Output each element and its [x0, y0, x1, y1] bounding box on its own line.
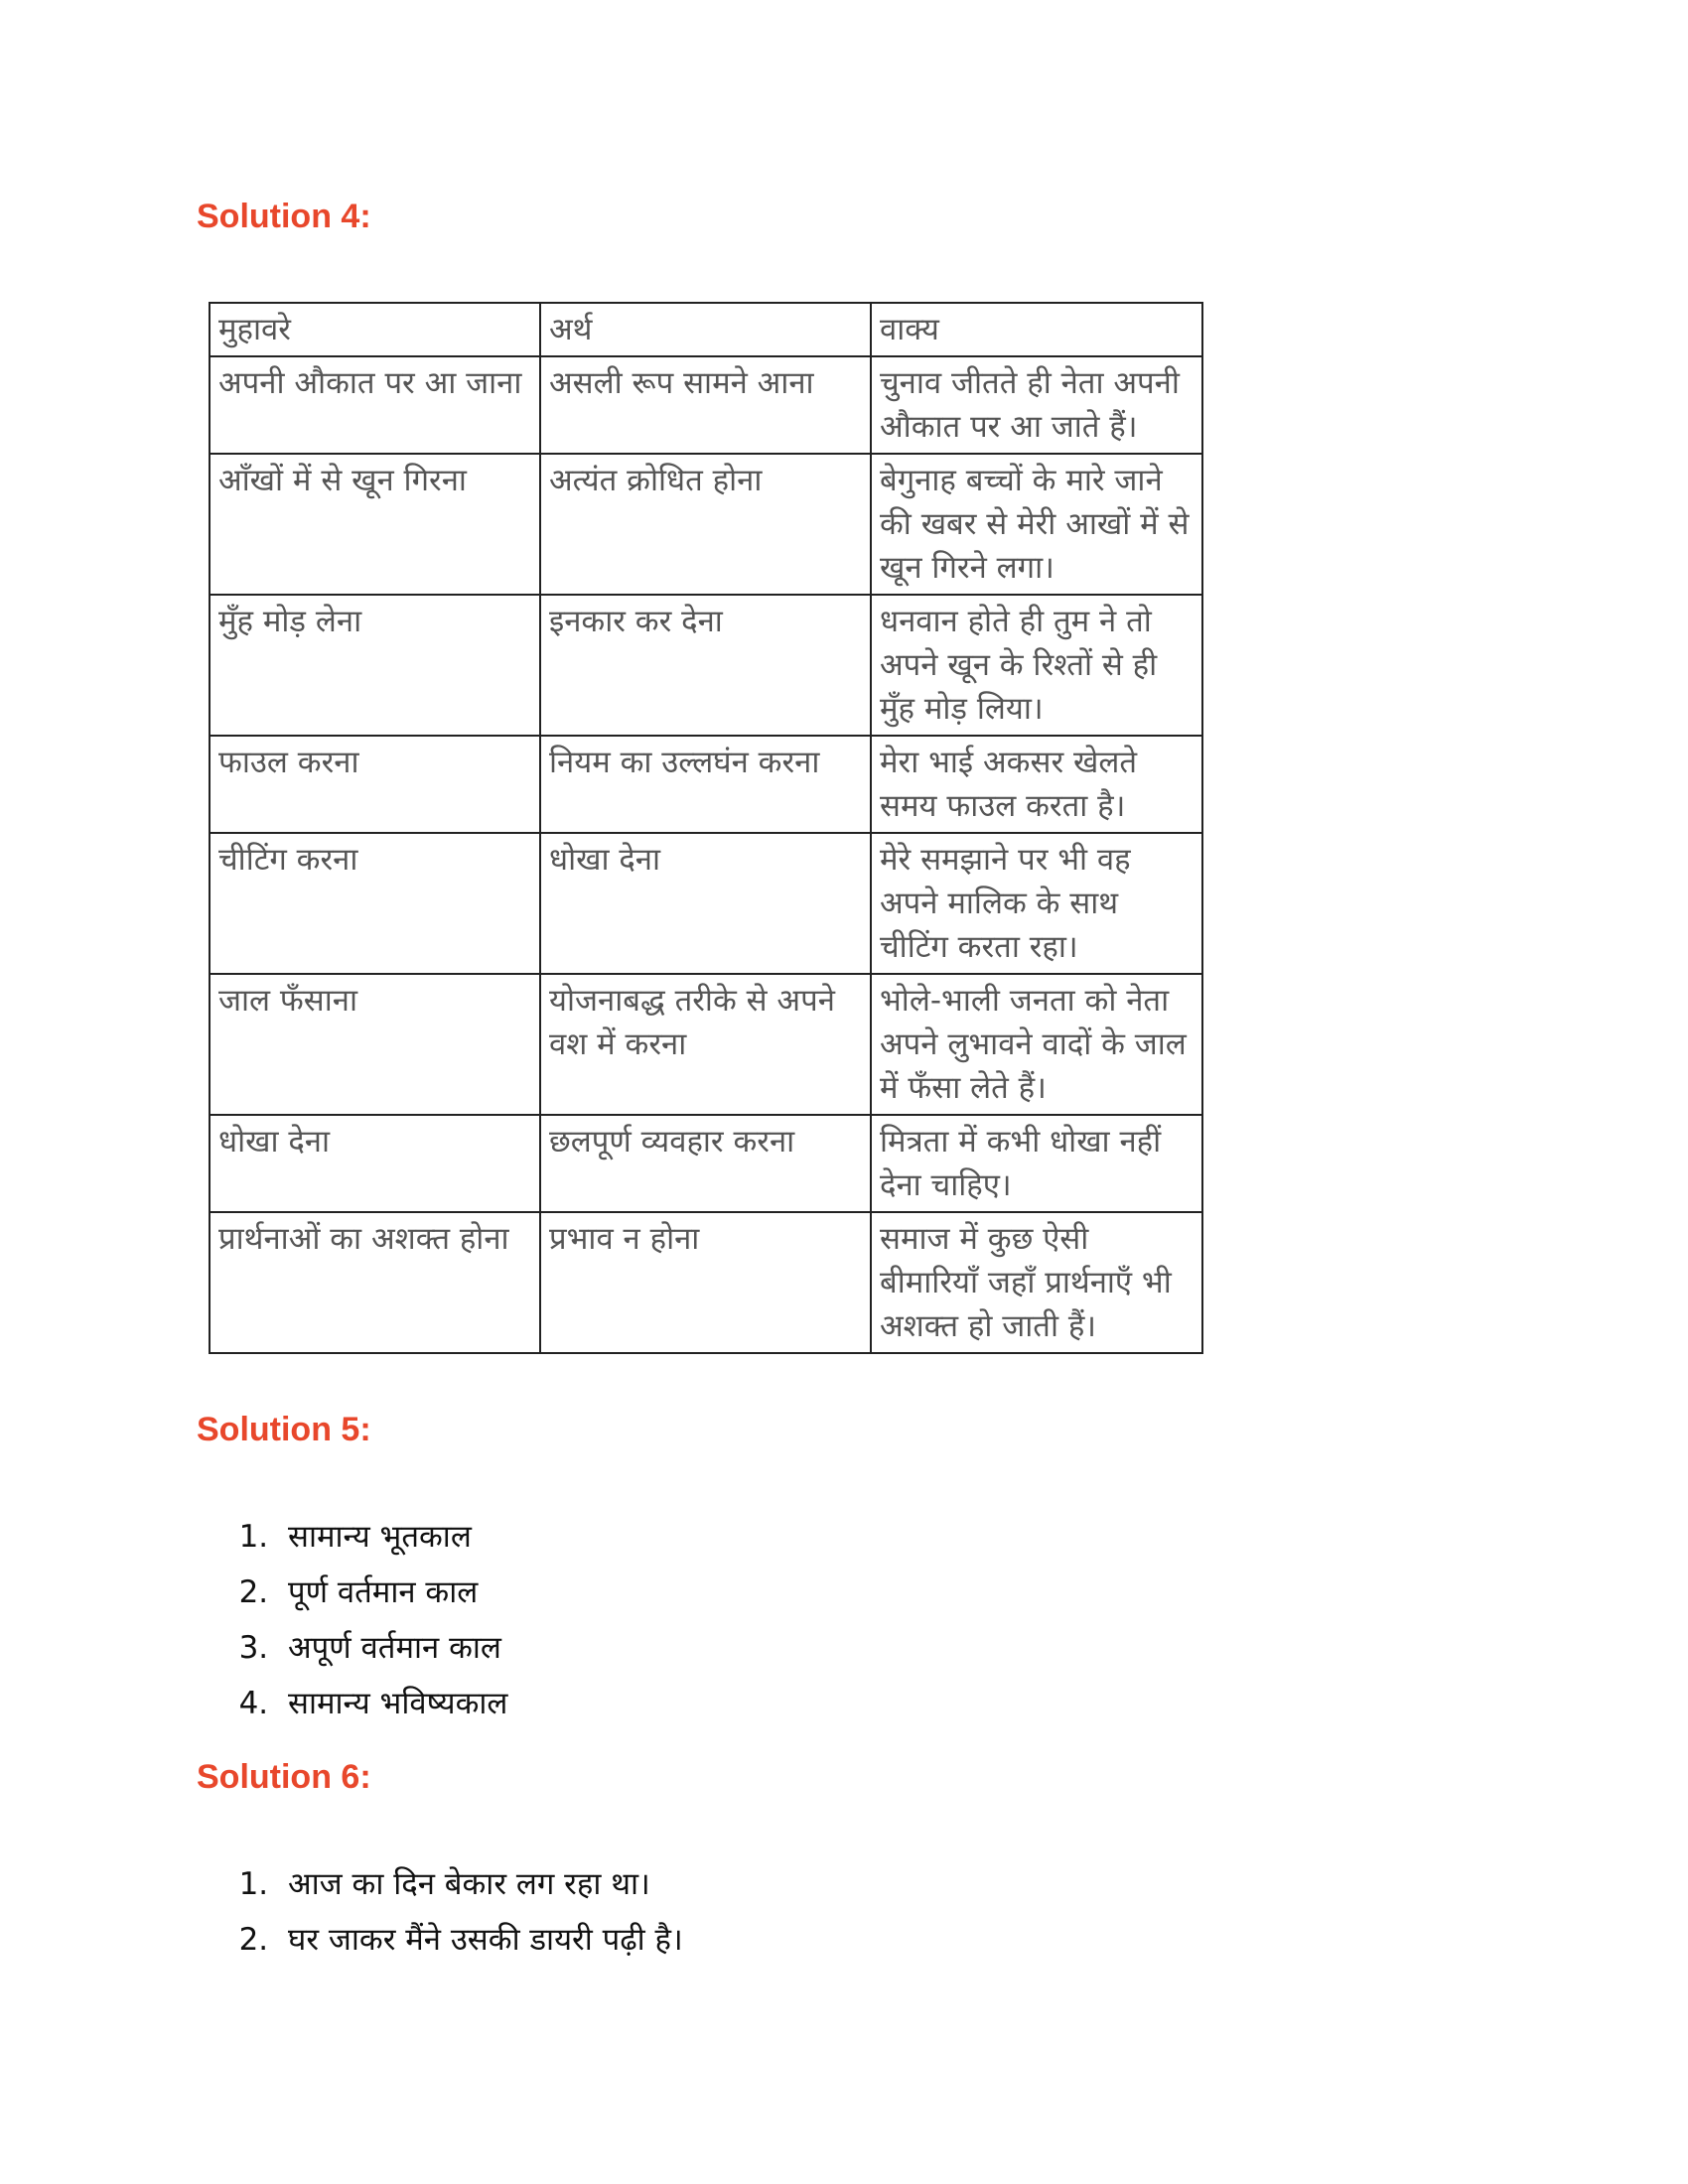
solution-4-heading: Solution 4:	[197, 198, 371, 235]
table-row	[210, 356, 1202, 454]
idiom-cell: मुँह मोड़ लेना	[210, 595, 540, 736]
header-sentence: वाक्य	[871, 303, 1202, 356]
sentence-cell: बेगुनाह बच्चों के मारे जाने की खबर से मेरी आखों में से खून गिरने लगा।	[871, 454, 1202, 595]
list-item: 3. अपूर्ण वर्तमान काल	[278, 1620, 507, 1676]
meaning-cell: योजनाबद्ध तरीके से अपने वश में करना	[540, 974, 871, 1115]
idiom-cell: फाउल करना	[210, 736, 540, 833]
table-row	[210, 974, 1202, 1115]
header-meaning: अर्थ	[540, 303, 871, 356]
sentence-cell: भोले-भाली जनता को नेता अपने लुभावने वादों के जाल में फँसा लेते हैं।	[871, 974, 1202, 1115]
idiom-cell: प्रार्थनाओं का अशक्त होना	[210, 1212, 540, 1353]
idiom-cell: धोखा देना	[210, 1115, 540, 1212]
table-row	[210, 1212, 1202, 1353]
solution-5-heading: Solution 5:	[197, 1411, 371, 1448]
idiom-cell: आँखों में से खून गिरना	[210, 454, 540, 595]
idiom-cell: जाल फँसाना	[210, 974, 540, 1115]
sentence-cell: मेरा भाई अकसर खेलते समय फाउल करता है।	[871, 736, 1202, 833]
solution-6-list	[228, 1856, 683, 1968]
idiom-cell: चीटिंग करना	[210, 833, 540, 974]
meaning-cell: अत्यंत क्रोधित होना	[540, 454, 871, 595]
list-item: 2. पूर्ण वर्तमान काल	[278, 1565, 507, 1620]
meaning-cell: धोखा देना	[540, 833, 871, 974]
idioms-table-container	[209, 302, 1201, 1354]
idiom-cell: अपनी औकात पर आ जाना	[210, 356, 540, 454]
sentence-cell: समाज में कुछ ऐसी बीमारियाँ जहाँ प्रार्थनाएँ भी अशक्त हो जाती हैं।	[871, 1212, 1202, 1353]
solution-5-list	[228, 1509, 507, 1731]
meaning-cell: इनकार कर देना	[540, 595, 871, 736]
meaning-cell: असली रूप सामने आना	[540, 356, 871, 454]
meaning-cell: नियम का उल्लघंन करना	[540, 736, 871, 833]
meaning-cell: छलपूर्ण व्यवहार करना	[540, 1115, 871, 1212]
list-item: 1. सामान्य भूतकाल	[278, 1509, 507, 1565]
sentence-cell: चुनाव जीतते ही नेता अपनी औकात पर आ जाते हैं।	[871, 356, 1202, 454]
solution-6-heading: Solution 6:	[197, 1758, 371, 1796]
meaning-cell: प्रभाव न होना	[540, 1212, 871, 1353]
list-item: 4. सामान्य भविष्यकाल	[278, 1676, 507, 1731]
table-row	[210, 454, 1202, 595]
table-row	[210, 595, 1202, 736]
sentence-cell: धनवान होते ही तुम ने तो अपने खून के रिश्तों से ही मुँह मोड़ लिया।	[871, 595, 1202, 736]
table-row	[210, 833, 1202, 974]
header-idiom: मुहावरे	[210, 303, 540, 356]
list-item: 2. घर जाकर मैंने उसकी डायरी पढ़ी है।	[278, 1912, 683, 1968]
table-row	[210, 736, 1202, 833]
list-item: 1. आज का दिन बेकार लग रहा था।	[278, 1856, 683, 1912]
idioms-table	[209, 302, 1203, 1354]
sentence-cell: मित्रता में कभी धोखा नहीं देना चाहिए।	[871, 1115, 1202, 1212]
table-row	[210, 1115, 1202, 1212]
sentence-cell: मेरे समझाने पर भी वह अपने मालिक के साथ चीटिंग करता रहा।	[871, 833, 1202, 974]
table-header-row	[210, 303, 1202, 356]
